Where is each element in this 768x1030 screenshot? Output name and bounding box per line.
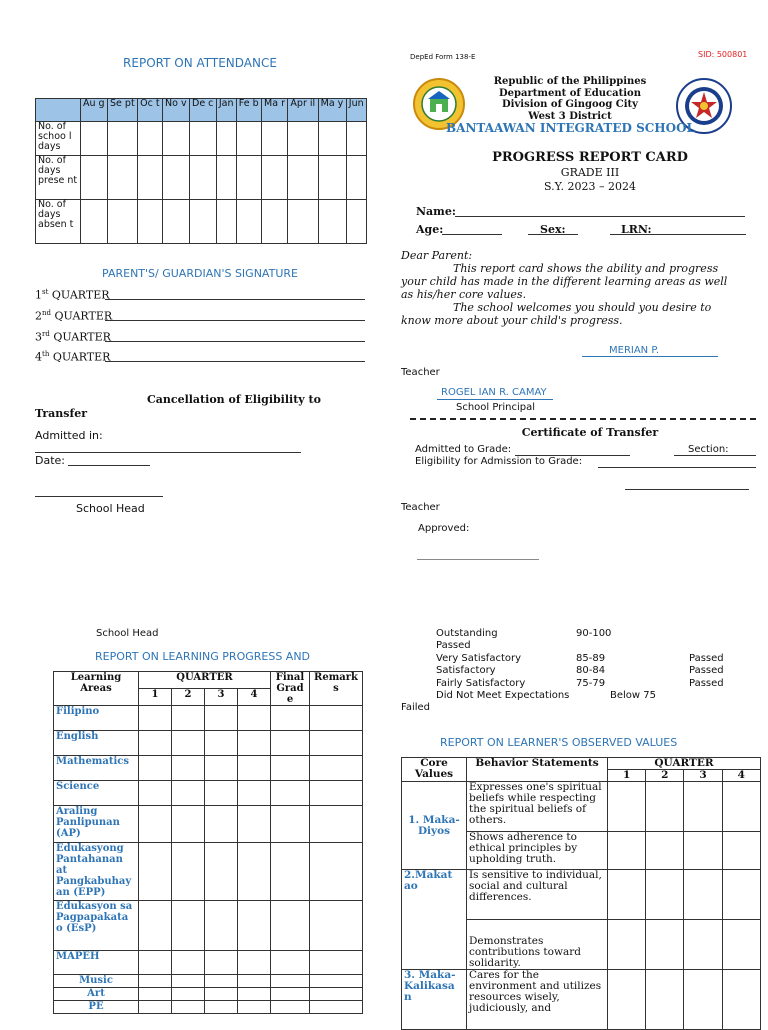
subject-filipino: Filipino [54,706,139,731]
subject-row [54,951,363,975]
subject-row [54,706,363,731]
values-row [402,870,761,920]
form-number: DepEd Form 138-E [410,53,476,61]
month-nov: No v [163,99,190,122]
parent-letter [401,249,731,327]
values-row [402,970,761,1030]
scale-range: 75-79 [576,677,606,689]
scale-row [401,665,741,677]
subject-science: Science [54,781,139,806]
month-aug: Au g [81,99,108,122]
scale-remark: Passed [689,665,724,677]
teacher-name: MERIAN P. [609,345,659,356]
values-quarter-4: 4 [722,770,760,782]
principal-name: ROGEL IAN R. CAMAY [441,387,547,398]
teacher-name-line [582,356,718,357]
col-final-grade: Final Grad e [271,672,310,706]
signature-title: PARENT'S/ GUARDIAN'S SIGNATURE [102,267,298,280]
subject-pe: PE [54,1001,139,1014]
subject-row [54,988,363,1001]
signature-q1: 1st QUARTER [35,288,365,302]
scale-range: 85-89 [576,652,606,664]
scale-range: 80-84 [576,665,606,677]
teacher-label: Teacher [401,367,440,378]
core-makatao: 2.Makat ao [402,870,467,970]
values-table [401,757,761,1030]
school-name: BANTAAWAN INTEGRATED SCHOOL [446,121,695,135]
admitted-in-line[interactable] [35,452,301,453]
attendance-header-row [36,99,367,122]
month-sep: Se pt [108,99,138,122]
date-label: Date: [35,454,65,467]
col-learning-areas: Learning Areas [54,672,139,706]
subject-row [54,1001,363,1014]
month-feb: Fe b [236,99,261,122]
transfer-teacher-label: Teacher [401,502,440,513]
behavior-statement: Is sensitive to individual, social and cultural differences. [467,870,608,920]
subject-music: Music [54,975,139,988]
scale-remark: Passed [436,640,471,652]
signature-q3: 3rd QUARTER [35,330,365,344]
subject-row [54,731,363,756]
lrn-field[interactable] [610,234,746,235]
month-dec: De c [190,99,217,122]
month-oct: Oc t [138,99,163,122]
scale-range: 90-100 [576,628,612,639]
transfer-school-head-label: School Head [96,628,159,639]
cancellation-title-2: Transfer [35,407,88,420]
subject-mapeh: MAPEH [54,951,139,975]
sid: SID: 500801 [698,50,748,59]
signature-q2: 2nd QUARTER [35,309,365,323]
scale-remark: Passed [689,652,724,664]
quarter-2: 2 [171,689,204,706]
month-may: Ma y [318,99,346,122]
scale-range: Below 75 [610,689,656,701]
letter-paragraph-2: The school welcomes you should you desire to know more about your child's progress. [401,301,712,327]
col-remarks: Remark s [310,672,363,706]
section-label: Section: [688,444,729,455]
core-maka-diyos: 1. Maka-Diyos [402,782,467,870]
subject-row [54,843,363,901]
subject-esp: Edukasyon sa Pagpapakata o (EsP) [54,901,139,951]
subject-row [54,781,363,806]
card-grade: GRADE III [560,166,620,179]
principal-name-line [437,399,553,400]
scale-row [401,640,741,652]
subject-mathematics: Mathematics [54,756,139,781]
admitted-grade-label: Admitted to Grade: [415,444,512,455]
attendance-table [35,98,367,244]
subject-row [54,901,363,951]
signature-line[interactable] [105,341,365,342]
transfer-teacher-line[interactable] [625,489,749,490]
eligibility-label: Eligibility for Admission to Grade: [415,456,583,467]
age-field[interactable] [442,234,502,235]
age-label: Age: [416,223,444,236]
cut-line [410,418,756,420]
scale-row [401,628,741,640]
subject-epp: Edukasyong Pantahanan at Pangkabuhay an (EPP) [54,843,139,901]
month-mar: Ma r [262,99,288,122]
signature-line[interactable] [105,299,365,300]
scale-desc: Outstanding [436,628,498,639]
month-jan: Jan [216,99,236,122]
district: West 3 District [528,110,612,122]
learning-title: REPORT ON LEARNING PROGRESS AND [95,650,311,663]
attendance-title: REPORT ON ATTENDANCE [123,56,277,70]
values-row [402,782,761,832]
subject-row [54,975,363,988]
behavior-statement: Shows adherence to ethical principles by upholding truth. [467,832,608,870]
school-head-label: School Head [76,502,145,515]
col-values-quarter: QUARTER [608,758,761,770]
scale-row [401,690,741,702]
attendance-row-absent [36,200,367,244]
values-quarter-1: 1 [608,770,646,782]
row-label: No. of days prese nt [36,156,81,200]
card-sy: S.Y. 2023 – 2024 [544,180,636,193]
scale-desc: Very Satisfactory [436,652,522,664]
scale-row [401,678,741,690]
values-title: REPORT ON LEARNER'S OBSERVED VALUES [440,736,678,749]
behavior-statement: Cares for the environment and utilizes resources wisely, judiciously, and [467,970,608,1030]
row-label: No. of schoo l days [36,122,81,156]
principal-label: School Principal [456,402,535,413]
admitted-in-label: Admitted in: [35,429,103,442]
division: Division of Gingoog City [502,99,638,110]
subject-row [54,756,363,781]
attendance-corner [36,99,81,122]
quarter-1: 1 [139,689,172,706]
subject-row [54,806,363,843]
sex-label: Sex: [540,223,566,236]
cancellation-title-1: Cancellation of Eligibility to [147,393,321,406]
scale-remark: Failed [401,702,431,714]
eligibility-field[interactable] [598,467,756,468]
sex-field[interactable] [528,234,578,235]
card-title: PROGRESS REPORT CARD [492,150,688,165]
signature-line[interactable] [105,361,365,362]
transfer-title: Certificate of Transfer [521,426,659,439]
signature-line[interactable] [105,320,365,321]
name-label: Name: [416,205,456,218]
scale-row [401,702,741,714]
school-head-line[interactable] [35,496,163,497]
behavior-statement: Expresses one's spiritual beliefs while respecting the spiritual beliefs of others. [467,782,608,832]
behavior-statement: Demonstrates contributions toward solidarity. [467,920,608,970]
attendance-row-school-days [36,122,367,156]
scale-desc: Fairly Satisfactory [436,677,526,689]
learning-table [53,671,363,1014]
subject-ap: Araling Panlipunan (AP) [54,806,139,843]
subject-art: Art [54,988,139,1001]
approved-label: Approved: [418,523,470,534]
signature-q4: 4th QUARTER [35,350,365,364]
month-jun: Jun [346,99,366,122]
grading-scale [401,628,741,715]
row-label: No. of days absen t [36,200,81,244]
values-quarter-3: 3 [684,770,722,782]
scale-row [401,653,741,665]
quarter-3: 3 [204,689,237,706]
republic: Republic of the Philippines [493,76,647,87]
letter-salutation: Dear Parent: [401,249,473,262]
approved-line[interactable] [417,559,539,560]
quarter-4: 4 [237,689,270,706]
letter-paragraph-1: This report card shows the ability and progress your child has made in the different learning areas as well as his/her core values. [401,262,728,301]
header-block [470,76,670,122]
col-behavior: Behavior Statements [467,758,608,782]
scale-desc: Satisfactory [436,665,496,677]
section-field[interactable] [674,455,756,456]
learning-header-row-1 [54,672,363,689]
scale-desc: Did Not Meet Expectations [436,689,570,701]
date-line[interactable] [68,465,150,466]
values-header-row-1 [402,758,761,770]
values-quarter-2: 2 [646,770,684,782]
name-field[interactable] [455,216,745,217]
lrn-label: LRN: [621,223,652,236]
subject-english: English [54,731,139,756]
month-apr: Apr il [288,99,318,122]
department: Department of Education [499,87,641,99]
attendance-row-present [36,156,367,200]
col-quarter: QUARTER [139,672,271,689]
col-core-values: Core Values [402,758,467,782]
scale-remark: Passed [689,677,724,689]
core-maka-kalikasan: 3. Maka-Kalikasa n [402,970,467,1030]
